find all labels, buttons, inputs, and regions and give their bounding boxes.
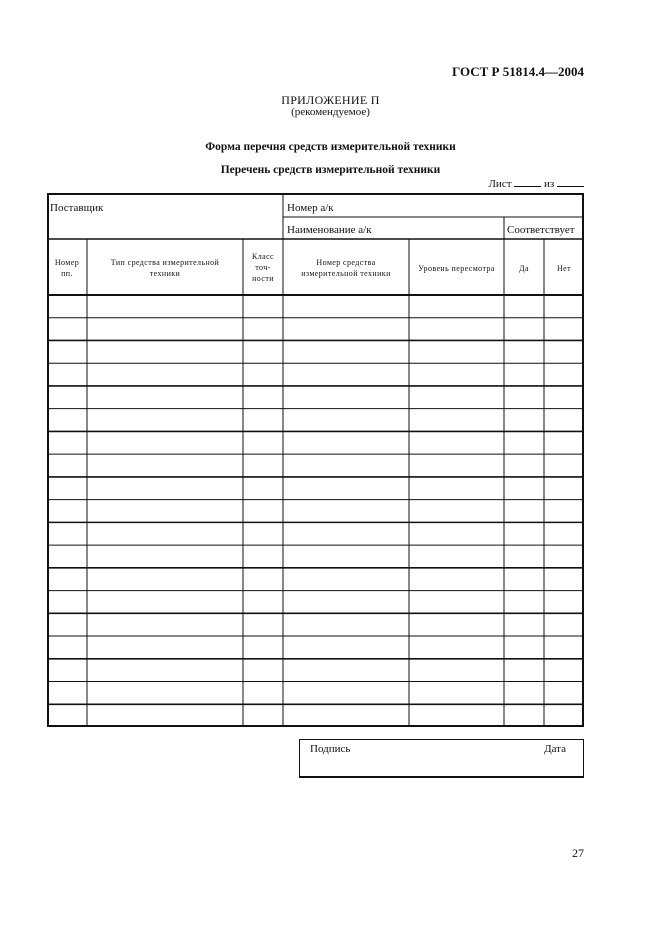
table-cell[interactable] <box>243 522 283 545</box>
table-cell[interactable] <box>243 340 283 363</box>
table-cell[interactable] <box>544 409 584 432</box>
table-cell[interactable] <box>409 500 504 523</box>
table-cell[interactable] <box>87 636 243 659</box>
table-cell[interactable] <box>87 522 243 545</box>
signature-label: Подпись <box>310 743 351 755</box>
sheet-label: Лист <box>488 178 512 190</box>
table-cell[interactable] <box>47 613 87 636</box>
table-cell[interactable] <box>283 363 409 386</box>
form-title: Форма перечня средств измерительной техники <box>205 141 456 153</box>
table-cell[interactable] <box>243 431 283 454</box>
ak-name-label: Наименование а/к <box>287 224 372 236</box>
table-cell[interactable] <box>544 545 584 568</box>
table-cell[interactable] <box>283 613 409 636</box>
table-cell[interactable] <box>283 522 409 545</box>
table-cell[interactable] <box>87 659 243 682</box>
table-cell[interactable] <box>87 682 243 705</box>
table-cell[interactable] <box>504 431 544 454</box>
date-label: Дата <box>544 743 566 755</box>
sheet-total-blank[interactable] <box>557 177 584 187</box>
table-cell[interactable] <box>243 454 283 477</box>
sheet-counter <box>470 177 584 190</box>
table-cell[interactable] <box>47 295 87 318</box>
table-cell[interactable] <box>409 659 504 682</box>
table-cell[interactable] <box>243 704 283 727</box>
table-cell[interactable] <box>544 682 584 705</box>
col-header-instrument-number: Номер средства измерительной техники <box>301 258 391 278</box>
table-cell[interactable] <box>243 500 283 523</box>
table-cell[interactable] <box>243 409 283 432</box>
table-cell[interactable] <box>87 454 243 477</box>
ak-number-label: Номер а/к <box>287 202 334 214</box>
table-cell[interactable] <box>409 591 504 614</box>
table-cell[interactable] <box>47 545 87 568</box>
table-cell[interactable] <box>47 636 87 659</box>
table-cell[interactable] <box>283 477 409 500</box>
table-cell[interactable] <box>504 454 544 477</box>
table-cell[interactable] <box>243 568 283 591</box>
col-header-accuracy-class: Класс точ- ности <box>252 252 274 283</box>
table-cell[interactable] <box>409 682 504 705</box>
table-cell[interactable] <box>544 568 584 591</box>
col-header-no: Нет <box>556 264 572 273</box>
table-cell[interactable] <box>243 295 283 318</box>
table-cell[interactable] <box>243 613 283 636</box>
signature-box <box>299 739 584 778</box>
table-cell[interactable] <box>409 636 504 659</box>
table-cell[interactable] <box>243 545 283 568</box>
table-cell[interactable] <box>409 704 504 727</box>
table-cell[interactable] <box>504 340 544 363</box>
table-cell[interactable] <box>47 522 87 545</box>
table-cell[interactable] <box>87 431 243 454</box>
table-cell[interactable] <box>409 295 504 318</box>
table-cell[interactable] <box>47 591 87 614</box>
supplier-label: Поставщик <box>50 202 104 214</box>
table-cell[interactable] <box>544 613 584 636</box>
table-cell[interactable] <box>283 659 409 682</box>
table-cell[interactable] <box>283 386 409 409</box>
table-cell[interactable] <box>87 363 243 386</box>
table-cell[interactable] <box>243 659 283 682</box>
table-cell[interactable] <box>87 295 243 318</box>
table-cell[interactable] <box>504 522 544 545</box>
table-cell[interactable] <box>504 409 544 432</box>
table-cell[interactable] <box>47 363 87 386</box>
table-cell[interactable] <box>283 431 409 454</box>
table-cell[interactable] <box>409 363 504 386</box>
table-cell[interactable] <box>544 500 584 523</box>
table-cell[interactable] <box>504 545 544 568</box>
table-cell[interactable] <box>409 477 504 500</box>
table-cell[interactable] <box>283 409 409 432</box>
table-cell[interactable] <box>544 636 584 659</box>
table-cell[interactable] <box>243 636 283 659</box>
table-cell[interactable] <box>409 568 504 591</box>
table-cell[interactable] <box>544 522 584 545</box>
instrument-list-table <box>47 193 584 727</box>
table-cell[interactable] <box>544 386 584 409</box>
table-cell[interactable] <box>504 568 544 591</box>
table-cell[interactable] <box>409 545 504 568</box>
table-cell[interactable] <box>544 477 584 500</box>
table-cell[interactable] <box>504 363 544 386</box>
table-cell[interactable] <box>409 386 504 409</box>
table-cell[interactable] <box>409 340 504 363</box>
table-cell[interactable] <box>87 704 243 727</box>
table-cell[interactable] <box>544 659 584 682</box>
table-cell[interactable] <box>283 682 409 705</box>
table-cell[interactable] <box>243 318 283 341</box>
table-cell[interactable] <box>47 477 87 500</box>
table-cell[interactable] <box>504 295 544 318</box>
table-cell[interactable] <box>87 568 243 591</box>
table-cell[interactable] <box>87 613 243 636</box>
table-cell[interactable] <box>47 318 87 341</box>
col-header-revision-level: Уровень пересмотра <box>418 264 495 273</box>
table-cell[interactable] <box>243 363 283 386</box>
table-cell[interactable] <box>283 704 409 727</box>
of-label: из <box>544 178 555 190</box>
table-cell[interactable] <box>283 636 409 659</box>
compliance-label: Соответствует <box>507 224 575 236</box>
table-cell[interactable] <box>283 591 409 614</box>
table-cell[interactable] <box>87 340 243 363</box>
table-cell[interactable] <box>243 477 283 500</box>
table-cell[interactable] <box>504 591 544 614</box>
table-cell[interactable] <box>544 431 584 454</box>
table-cell[interactable] <box>409 454 504 477</box>
col-header-yes: Да <box>519 264 529 273</box>
table-cell[interactable] <box>283 318 409 341</box>
table-cell[interactable] <box>544 363 584 386</box>
table-cell[interactable] <box>47 431 87 454</box>
table-cell[interactable] <box>47 659 87 682</box>
table-cell[interactable] <box>87 477 243 500</box>
table-cell[interactable] <box>283 545 409 568</box>
table-cell[interactable] <box>544 591 584 614</box>
table-cell[interactable] <box>47 409 87 432</box>
table-cell[interactable] <box>544 295 584 318</box>
table-cell[interactable] <box>243 386 283 409</box>
table-cell[interactable] <box>87 545 243 568</box>
table-cell[interactable] <box>47 340 87 363</box>
document-code: ГОСТ Р 51814.4—2004 <box>452 64 584 79</box>
sheet-number-blank[interactable] <box>514 177 541 187</box>
col-header-instrument-type: Тип средства измерительной техники <box>110 258 220 278</box>
table-cell[interactable] <box>283 500 409 523</box>
table-cell[interactable] <box>544 454 584 477</box>
table-cell[interactable] <box>87 318 243 341</box>
appendix-title: ПРИЛОЖЕНИЕ П <box>281 93 380 107</box>
table-cell[interactable] <box>87 591 243 614</box>
table-cell[interactable] <box>409 409 504 432</box>
page-number: 27 <box>572 846 584 860</box>
table-cell[interactable] <box>504 613 544 636</box>
table-cell[interactable] <box>504 704 544 727</box>
table-cell[interactable] <box>87 386 243 409</box>
table-cell[interactable] <box>283 295 409 318</box>
appendix-note: (рекомендуемое) <box>291 106 370 118</box>
table-cell[interactable] <box>544 704 584 727</box>
table-cell[interactable] <box>409 522 504 545</box>
list-title: Перечень средств измерительной техники <box>220 164 441 176</box>
table-cell[interactable] <box>504 636 544 659</box>
table-cell[interactable] <box>409 318 504 341</box>
table-cell[interactable] <box>47 704 87 727</box>
table-cell[interactable] <box>47 386 87 409</box>
table-cell[interactable] <box>87 500 243 523</box>
table-cell[interactable] <box>544 318 584 341</box>
table-cell[interactable] <box>47 454 87 477</box>
table-cell[interactable] <box>504 477 544 500</box>
table-cell[interactable] <box>283 340 409 363</box>
table-cell[interactable] <box>504 500 544 523</box>
table-cell[interactable] <box>409 431 504 454</box>
table-cell[interactable] <box>283 568 409 591</box>
table-cell[interactable] <box>283 454 409 477</box>
table-cell[interactable] <box>409 613 504 636</box>
table-cell[interactable] <box>504 659 544 682</box>
table-cell[interactable] <box>504 318 544 341</box>
table-cell[interactable] <box>47 682 87 705</box>
table-cell[interactable] <box>47 568 87 591</box>
table-cell[interactable] <box>87 409 243 432</box>
table-cell[interactable] <box>504 682 544 705</box>
table-cell[interactable] <box>47 500 87 523</box>
table-cell[interactable] <box>243 591 283 614</box>
table-cell[interactable] <box>544 340 584 363</box>
table-cell[interactable] <box>243 682 283 705</box>
table-cell[interactable] <box>504 386 544 409</box>
col-header-number: Номер пп. <box>54 258 80 278</box>
